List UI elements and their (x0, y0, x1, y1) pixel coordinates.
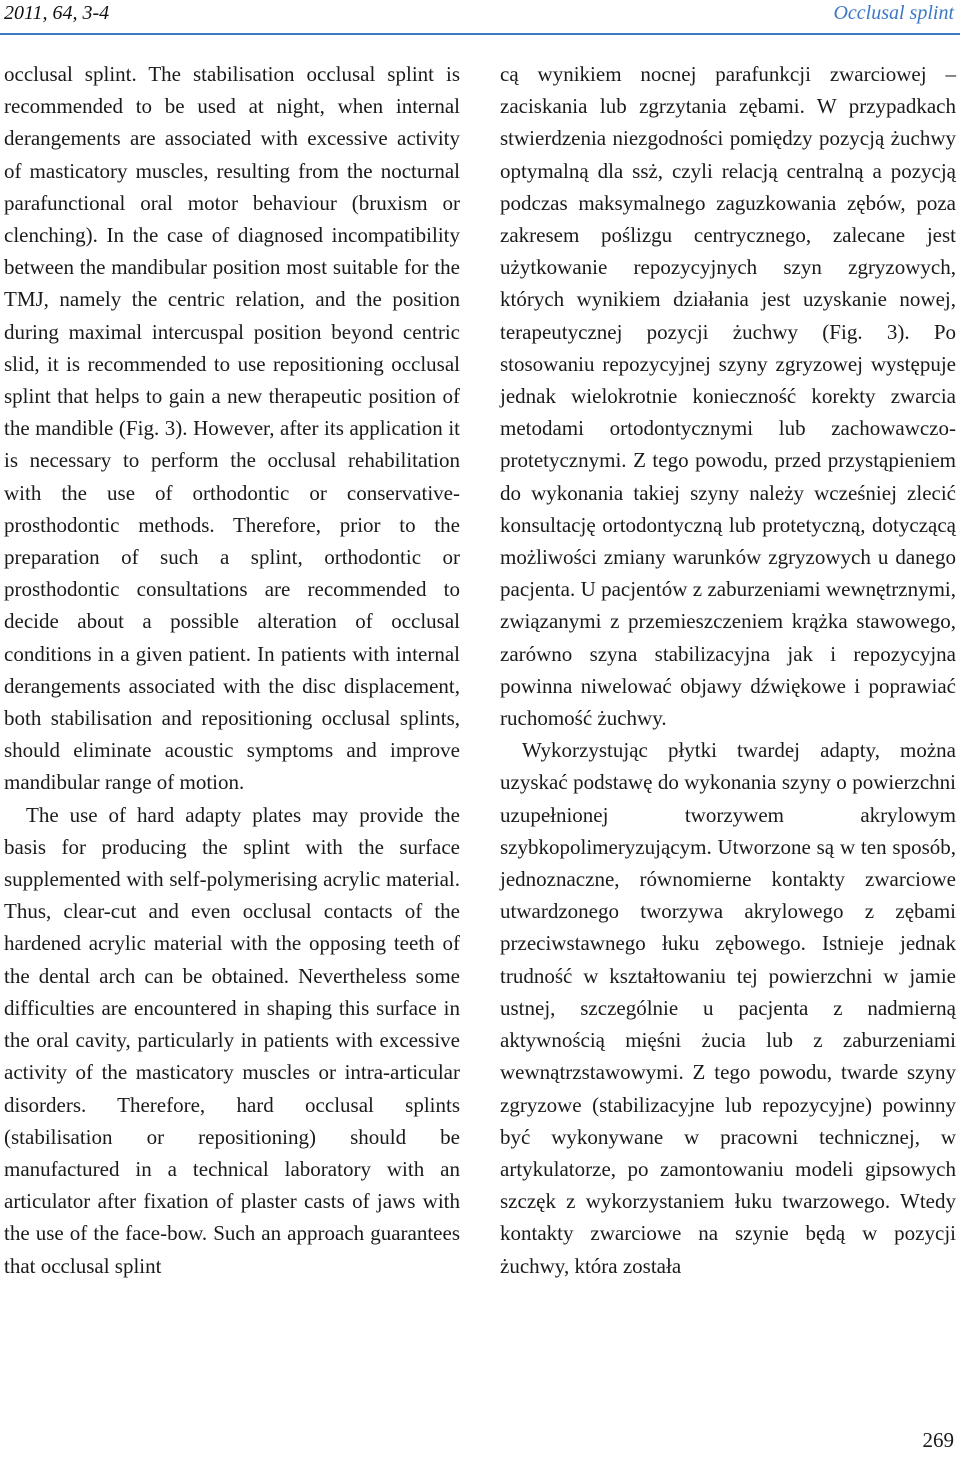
page-number: 269 (922, 1428, 954, 1452)
article-short-title: Occlusal splint (833, 2, 954, 24)
running-head (0, 0, 960, 26)
polish-paragraph-2: Wykorzystując płytki twardej adapty, można uzyskać podstawę do wykonania szyny o powierzchni uzupełnionej tworzywem akrylowym szybkopolimeryzującym. Utworzone są w ten sposób, jednoznaczne, równomierne kontakty zwarciowe utwardzonego tworzywa akrylowego z zębami przeciwstawnego łuku zębowego. Istnieje jednak trudność w kształtowaniu tej powierzchni w jamie ustnej, szczególnie u pacjenta z nadmierną aktywnością mięśni żucia lub z zaburzeniami wewnątrzstawowymi. Z tego powodu, twarde szyny zgryzowe (stabilizacyjne lub repozycyjne) powinny być wykonywane w pracowni technicznej, w artykulatorze, po zamontowaniu modeli gipsowych szczęk z wykorzystaniem łuku twarzowego. Wtedy kontakty zwarciowe na szynie będą w pozycji żuchwy, która została (500, 738, 956, 1278)
polish-column (500, 58, 956, 1282)
english-paragraph-2: The use of hard adapty plates may provide the basis for producing the splint with the surface supplemented with self-polymerising acrylic material. Thus, clear-cut and even occlusal contacts of the hardened acrylic material with the opposing teeth of the dental arch can be obtained. Nevertheless some difficulties are encountered in shaping this surface in the oral cavity, particularly in patients with excessive activity of the masticatory muscles or intra-articular disorders. Therefore, hard occlusal splints (stabilisation or repositioning) should be manufactured in a technical laboratory with an articulator after fixation of plaster casts of jaws with the use of the face-bow. Such an approach guarantees that occlusal splint (4, 802, 460, 1278)
english-column (4, 58, 460, 1282)
header-rule (0, 33, 960, 35)
polish-paragraph-1: cą wynikiem nocnej parafunkcji zwarciowej – zaciskania lub zgrzytania zębami. W przypadkach stwierdzenia niezgodności pomiędzy pozycją żuchwy optymalną dla ssż, czyli relacją centralną a pozycją podczas maksymalnego zaguzkowania zębów, poza zakresem poślizgu centrycznego, zalecane jest użytkowanie repozycyjnych szyn zgryzowych, których wynikiem działania jest uzyskanie nowej, terapeutycznej pozycji żuchwy (Fig. 3). Po stosowaniu repozycyjnej szyny zgryzowej występuje jednak wielokrotnie konieczność korekty zwarcia metodami ortodontycznymi lub zachowawczo-protetycznymi. Z tego powodu, przed przystąpieniem do wykonania takiej szyny należy wcześniej zlecić konsultację ortodontyczną lub protetyczną, dotyczącą możliwości zmiany warunków zgryzowych u danego pacjenta. U pacjentów z zaburzeniami wewnętrznymi, związanymi z przemieszczeniem krążka stawowego, zarówno szyna stabilizacyjna jak i repozycyjna powinna niwelować objawy dźwiękowe i poprawiać ruchomość żuchwy. (500, 62, 956, 731)
english-paragraph-1: occlusal splint. The stabilisation occlusal splint is recommended to be used at night, when internal derangements are associated with excessive activity of masticatory muscles, resulting from the nocturnal parafunctional oral motor behaviour (bruxism or clenching). In the case of diagnosed incompatibility between the mandibular position most suitable for the TMJ, namely the centric relation, and the position during maximal intercuspal position beyond centric slid, it is recommended to use repositioning occlusal splint that helps to gain a new therapeutic position of the mandible (Fig. 3). However, after its application it is necessary to perform the occlusal rehabilitation with the use of orthodontic or conservative-prosthodontic methods. Therefore, prior to the preparation of such a splint, orthodontic or prosthodontic consultations are recommended to decide about a possible alteration of occlusal conditions in a given patient. In patients with internal derangements associated with the disc displacement, both stabilisation and repositioning occlusal splints, should eliminate acoustic symptoms and improve mandibular range of motion. (4, 62, 460, 795)
journal-issue: 2011, 64, 3-4 (4, 2, 110, 24)
